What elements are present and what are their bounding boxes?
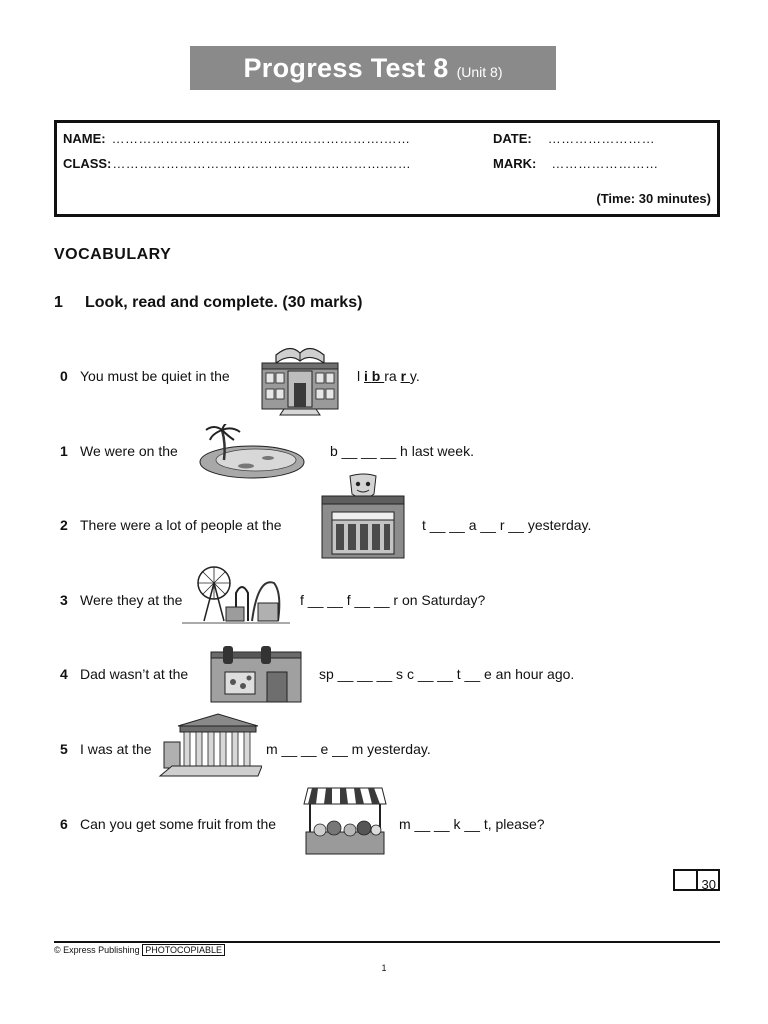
library-icon	[256, 333, 342, 417]
beach-icon	[198, 424, 306, 484]
class-line	[63, 156, 411, 171]
student-info-box	[54, 120, 720, 217]
mark-line	[493, 156, 659, 171]
answer-blank[interactable]: m __ __ k __ t, please?	[399, 816, 545, 832]
time-limit: (Time: 30 minutes)	[596, 191, 711, 206]
question-number: 0	[60, 368, 68, 384]
answer-blank[interactable]: b __ __ __ h last week.	[330, 443, 474, 459]
answer-blank[interactable]: t __ __ a __ r __ yesterday.	[422, 517, 592, 533]
photocopiable-badge: PHOTOCOPIABLE	[142, 944, 225, 956]
question-number: 5	[60, 741, 68, 757]
page-subtitle: (Unit 8)	[456, 64, 503, 80]
title-banner	[190, 46, 556, 90]
question-number: 3	[60, 592, 68, 608]
name-field[interactable]: …………………………………………………….……	[111, 131, 411, 146]
answer-blank[interactable]: f __ __ f __ __ r on Saturday?	[300, 592, 486, 608]
sports-centre-icon	[207, 642, 305, 704]
question-number: 2	[60, 517, 68, 533]
question-text: There were a lot of people at the	[80, 517, 282, 533]
footer-divider	[54, 941, 720, 943]
score-entry-cell[interactable]	[675, 871, 698, 889]
mark-label: MARK:	[493, 156, 537, 171]
footer	[54, 945, 225, 955]
date-label: DATE:	[493, 131, 532, 146]
question-text: Can you get some fruit from the	[80, 816, 277, 832]
class-label: CLASS:	[63, 156, 112, 171]
score-box	[673, 869, 720, 891]
exercise-instruction: Look, read and complete. (30 marks)	[85, 294, 363, 311]
question-text: I was at the	[80, 741, 152, 757]
score-total: 30	[701, 877, 716, 892]
mark-field[interactable]: ……………………	[551, 156, 659, 171]
date-line	[493, 131, 655, 146]
question-text: You must be quiet in the	[80, 368, 230, 384]
answer-blank[interactable]: l i b ra r y.	[357, 368, 420, 384]
funfair-icon	[182, 563, 290, 627]
question-number: 6	[60, 816, 68, 832]
date-field[interactable]: ……………………	[547, 131, 655, 146]
answer-blank[interactable]: m __ __ e __ m yesterday.	[266, 741, 431, 757]
page-title: Progress Test 8	[243, 52, 449, 83]
question-number: 1	[60, 443, 68, 459]
publisher-credit: © Express Publishing	[54, 945, 140, 955]
question-text: Were they at the	[80, 592, 183, 608]
question-number: 4	[60, 666, 68, 682]
market-icon	[300, 782, 390, 860]
name-line	[63, 131, 410, 146]
museum-icon	[158, 712, 262, 778]
question-text: We were on the	[80, 443, 178, 459]
question-text: Dad wasn’t at the	[80, 666, 189, 682]
name-label: NAME:	[63, 131, 106, 146]
theatre-icon	[318, 472, 408, 560]
section-heading: VOCABULARY	[54, 246, 172, 263]
exercise-number: 1	[54, 294, 63, 311]
exercise-heading	[54, 294, 362, 312]
answer-blank[interactable]: sp __ __ __ s c __ __ t __ e an hour ago.	[319, 666, 575, 682]
page-number: 1	[381, 963, 387, 973]
class-field[interactable]: …………………………………………………….……	[112, 156, 412, 171]
